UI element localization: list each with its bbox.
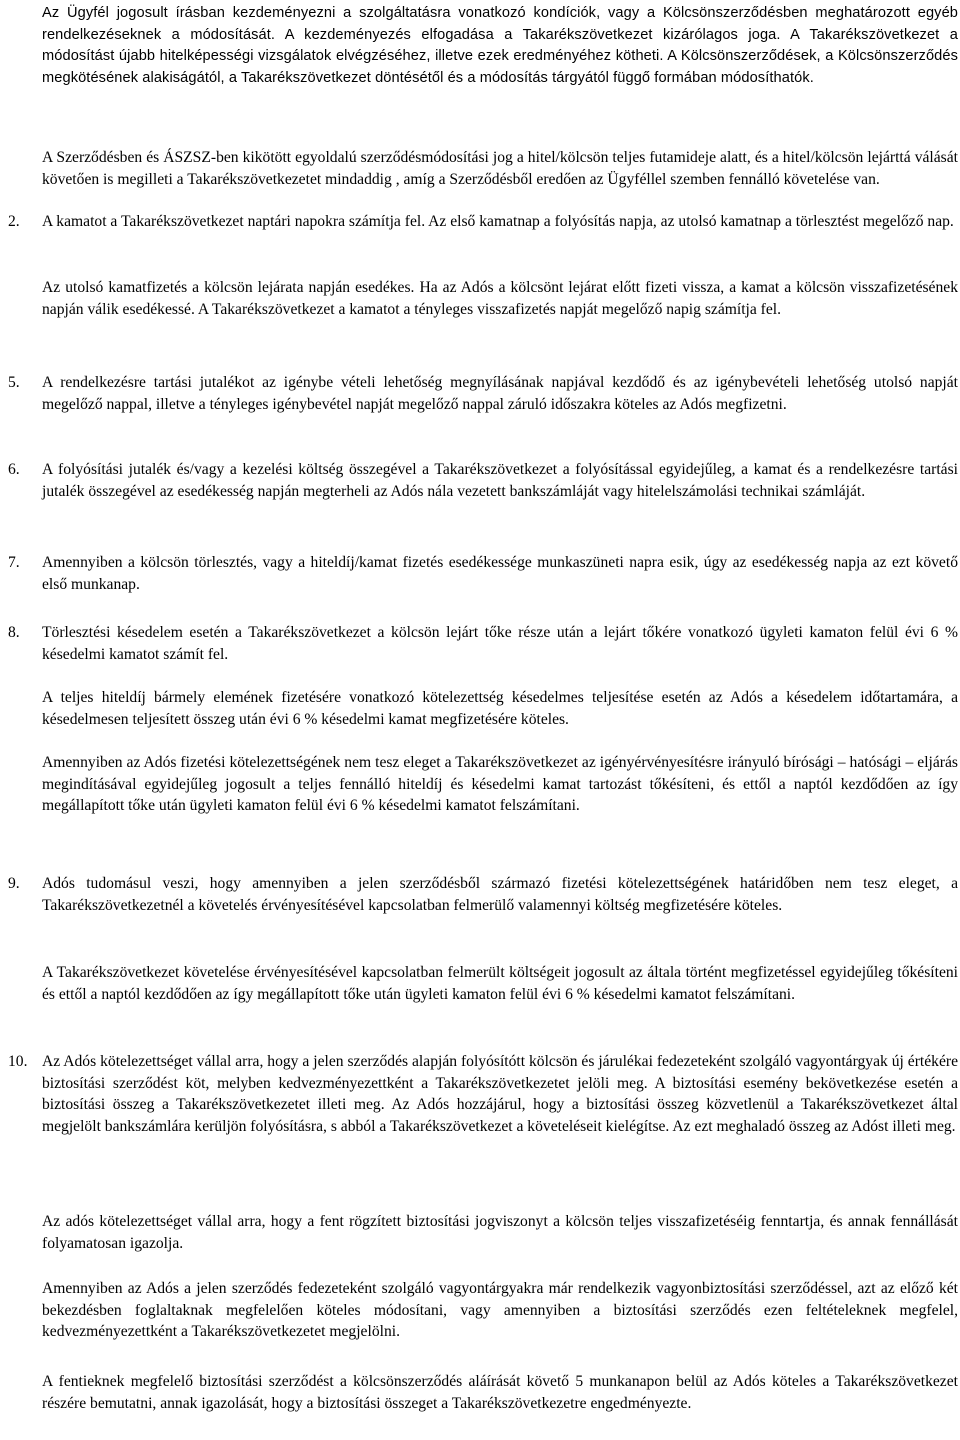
item-8-paragraph-2: A teljes hiteldíj bármely elemének fizetésére vonatkozó kötelezettség késedelmes teljesítése esetén az Adós a késedelem időtartamára, a késedelmesen teljesített összeg után évi 6 % késedelmi kamat megfizetésére köteles. xyxy=(42,689,958,728)
intro-paragraph-1: Az Ügyfél jogosult írásban kezdeményezni a szolgáltatásra vonatkozó kondíciók, vagy a Kölcsönszerződésben meghatározott egyéb rendelkezéseknek a módosítását. A kezdeményezés elfogadása a Takarékszövetkezet kizárólagos joga. A Takarékszövetkezet a módosítást újabb hitelképességi vizsgálatok elvégzéséhez, illetve ezek eredményéhez kötheti. A Kölcsönszerződések, a Kölcsönszerződés megkötésének alakiságától, a Takarékszövetkezet döntésétől és a módosítás tárgyától függő formában módosíthatók. xyxy=(42,5,958,86)
item-2-paragraph-1: A kamatot a Takarékszövetkezet naptári napokra számítja fel. Az első kamatnap a folyósítás napja, az utolsó kamatnap a törlesztést megelőző nap. xyxy=(42,213,954,230)
item-10-paragraph-1: Az Adós kötelezettséget vállal arra, hogy a jelen szerződés alapján folyósítótt kölcsön és járulékai fedezeteként szolgáló vagyontárgyak új értékére biztosítási szerződést köt, melyben kedvezményezettként a Takarékszövetkezetet jelöli meg. A biztosítási esemény bekövetkezése esetén a biztosítási összeg a Takarékszövetkezetet illeti meg. Az Adós hozzájárul, hogy a biztosítási összeg közvetlenül a Takarékszövetkezet által megjelölt bankszámlára kerüljön folyósításra, s abból a Takarékszövetkezet a követeléseit kielégítse. Az ezt meghaladó összeg az Adóst illeti meg. xyxy=(42,1053,958,1135)
item-8-paragraph-3: Amennyiben az Adós fizetési kötelezettségének nem tesz eleget a Takarékszövetkezet az igényérvényesítésre irányuló bírósági – hatósági – eljárás megindításával egyidejűleg jogosult a teljes fennálló hiteldíj és késedelmi kamat tartozást tőkésíteni, és ettől a naptól kezdődően az így megállapított tőke után ügyleti kamaton felül évi 6 % késedelmi kamatot felszámítani. xyxy=(42,754,958,815)
item-9-paragraph-2: A Takarékszövetkezet követelése érvényesítésével kapcsolatban felmerült költségeit jogosult az általa történt megfizetéssel egyidejűleg tőkésíteni és ettől a naptól kezdődően az így megállapított tőke után ügyleti kamaton felül évi 6 % késedelmi kamatot felszámítani. xyxy=(42,964,958,1003)
item-9-paragraph-1: Adós tudomásul veszi, hogy amennyiben a jelen szerződésből származó fizetési kötelezettségének határidőben nem tesz eleget, a Takarékszövetkezetnél a követelés érvényesítésével kapcsolatban felmerülő valamennyi költség megfizetésére köteles. xyxy=(42,875,958,914)
item-number: 8. xyxy=(8,624,20,641)
item-10-paragraph-4: A fentieknek megfelelő biztosítási szerződést a kölcsönszerződés aláírását követő 5 munkanapon belül az Adós köteles a Takarékszövetkezet részére bemutatni, annak igazolását, hogy a biztosítási összeget a Takarékszövetkezetre engedményezte. xyxy=(42,1373,958,1412)
item-10-paragraph-3: Amennyiben az Adós a jelen szerződés fedezeteként szolgáló vagyontárgyakra már rendelkezik vagyonbiztosítási szerződéssel, azt az előző két bekezdésben foglaltaknak megfelelően köteles módosítani, vagy amennyiben a biztosítási szerződés ezen feltételeknek megfelel, kedvezményezettként a Takarékszövetkezetet megjelölni. xyxy=(42,1280,958,1341)
item-number: 5. xyxy=(8,374,20,391)
intro-paragraph-2: A Szerződésben és ÁSZSZ-ben kikötött egyoldalú szerződésmódosítási jog a hitel/kölcsön teljes futamideje alatt, és a hitel/kölcsön lejárttá válását követően is megilleti a Takarékszövetkezetet mindaddig , amíg a Szerződésből eredően az Ügyféllel szemben fennálló követelése van. xyxy=(42,149,958,188)
item-5-paragraph-1: A rendelkezésre tartási jutalékot az igénybe vételi lehetőség megnyílásának napjával kezdődő és az igénybevételi lehetőség utolsó napját megelőző nappal, illetve a tényleges igénybevétel napját megelőző nappal záruló időszakra köteles az Adós megfizetni. xyxy=(42,374,958,413)
item-6-paragraph-1: A folyósítási jutalék és/vagy a kezelési költség összegével a Takarékszövetkezet a folyósítással egyidejűleg, a kamat és a rendelkezésre tartási jutalék összegével az esedékesség napján megterheli az Adós nála vezetett bankszámláját vagy hitelelszámolási technikai számláját. xyxy=(42,461,958,500)
item-number: 10. xyxy=(8,1053,28,1070)
item-number: 2. xyxy=(8,213,20,230)
item-10-paragraph-2: Az adós kötelezettséget vállal arra, hogy a fent rögzített biztosítási jogviszonyt a kölcsön teljes visszafizetéséig fenntartja, és annak fennállását folyamatosan igazolja. xyxy=(42,1213,958,1252)
item-7-paragraph-1: Amennyiben a kölcsön törlesztés, vagy a hiteldíj/kamat fizetés esedékessége munkaszüneti napra esik, úgy az esedékesség napja az ezt követő első munkanap. xyxy=(42,554,958,593)
item-2-paragraph-2: Az utolsó kamatfizetés a kölcsön lejárata napján esedékes. Ha az Adós a kölcsönt lejárat előtt fizeti vissza, a kamat a kölcsön visszafizetésének napján válik esedékessé. A Takarékszövetkezet a kamatot a tényleges visszafizetés napját megelőző napig számítja fel. xyxy=(42,279,958,318)
item-number: 6. xyxy=(8,461,20,478)
item-8-paragraph-1: Törlesztési késedelem esetén a Takarékszövetkezet a kölcsön lejárt tőke része után a lejárt tőkére vonatkozó ügyleti kamaton felül évi 6 % késedelmi kamatot számít fel. xyxy=(42,624,958,663)
item-number: 9. xyxy=(8,875,20,892)
item-number: 7. xyxy=(8,554,20,571)
